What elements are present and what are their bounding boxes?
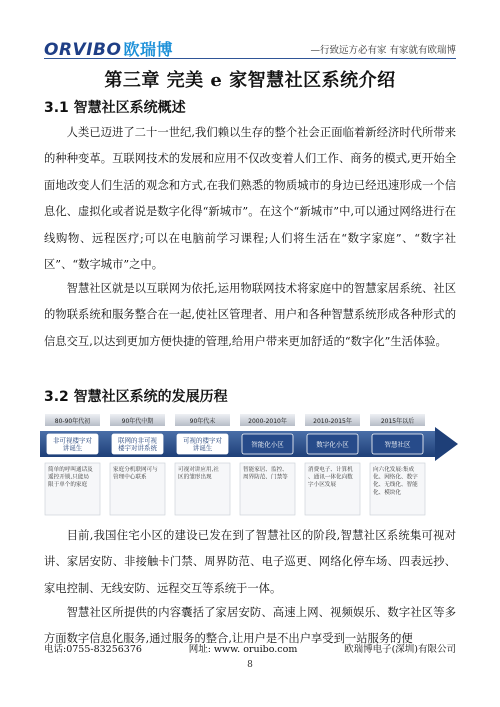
stage-description <box>110 463 165 515</box>
stage-label: 数字化小区 <box>316 440 349 449</box>
stage-label: 楼宇对讲系统 <box>118 444 157 453</box>
description-text: 可视对讲应用,社 <box>178 467 219 473</box>
description-text: 遥控开锁,只能局 <box>48 474 89 481</box>
description-text: 化、网络化、数字 <box>373 474 418 481</box>
description-text: 区的雏形出现 <box>178 474 212 481</box>
era-label: 90年代末 <box>189 418 216 425</box>
description-text: 向六化发展:集成 <box>373 467 415 473</box>
era-label: 80-90年代初 <box>54 418 91 425</box>
description-text: 简单的呼叫通话及 <box>48 467 93 473</box>
description-text: 智能家居、监控、 <box>243 467 288 473</box>
company-logo: ORVIBO 欧瑞博 <box>44 40 173 60</box>
description-text: 化、模块化 <box>373 489 401 496</box>
stage-description <box>370 463 425 515</box>
stage-label: 非可视楼宇对 <box>53 436 92 445</box>
stage-description <box>175 463 230 515</box>
section-heading-history: 3.2 智慧社区系统的发展历程 <box>44 389 228 405</box>
stage-label: 讲诞生 <box>62 444 83 453</box>
stage-label: 讲诞生 <box>192 444 213 453</box>
description-text: 周界防范、门禁等 <box>243 474 288 481</box>
stage-label: 智慧社区 <box>384 440 411 449</box>
stage-box <box>47 434 98 454</box>
stage-label: 联网的非可视 <box>118 436 157 445</box>
era-label: 90年代中期 <box>121 418 154 425</box>
stage-box <box>112 434 163 454</box>
stage-description <box>45 463 100 515</box>
description-text: 管理中心联系 <box>113 474 147 481</box>
stage-label: 可视的楼宇对 <box>183 436 222 445</box>
footer-website: 网址: www. oruibo.com <box>188 644 298 655</box>
section-heading-overview: 3.1 智慧社区系统概述 <box>44 100 186 116</box>
header-slogan: —行致远方必有家 有家就有欧瑞博 <box>310 45 456 56</box>
page-footer <box>44 641 456 655</box>
development-timeline-diagram <box>40 413 460 518</box>
paragraph-overview-2: 智慧社区就是以互联网为依托,运用物联网技术将家庭中的智慧家居系统、社区的物联系统和服务整合在一起,使社区管理者、用户和各种智慧系统形成各种形式的信息交互,以达到更加方便快捷的管理,给用户带来更加舒适的“数字化”生活体验。 <box>44 282 456 348</box>
paragraph-history-1: 目前,我国住宅小区的建设已发在到了智慧社区的阶段,智慧社区系统集可视对讲、家居安防、非接触卡门禁、周界防范、电子巡更、网络化停车场、四表远抄、家电控制、无线安防、远程交互等系统于一体。 <box>44 529 456 595</box>
era-label: 2010-2015年 <box>313 418 352 425</box>
stage-description <box>305 463 360 515</box>
paragraph-overview-1: 人类已迈进了二十一世纪,我们赖以生存的整个社会正面临着新经济时代所带来的种种变革。互联网技术的发展和应用不仅改变着人们工作、商务的模式,更开始全面地改变人们生活的观念和方式,在我们熟悉的物质城市的身边已经迅速形成一个信息化、虚拟化或者说是数字化得“新城市”。在这个“新城市”中,可以通过网络进行在线购物、远程医疗;可以在电脑前学习课程;人们将生活在“数字家庭”、“数字社区”、“数字城市”之中。 <box>44 126 456 272</box>
description-text: 化、无线化、智能 <box>373 482 418 489</box>
description-text: 限于单个的家庭 <box>48 482 88 489</box>
chapter-title: 第三章 完美 e 家智慧社区系统介绍 <box>104 70 396 91</box>
stage-box <box>242 434 293 454</box>
description-text: 家庭分机联网可与 <box>113 467 158 473</box>
paragraph-history-2: 智慧社区所提供的内容囊括了家居安防、高速上网、视频娱乐、数字社区等多方面数字信息化服务,通过服务的整合,让用户是不出户享受到一站服务的便 <box>44 606 456 646</box>
header-divider <box>44 58 456 59</box>
stage-box <box>372 434 423 454</box>
stage-box <box>307 434 358 454</box>
page-number: 8 <box>247 660 253 670</box>
timeline-arrowhead <box>435 427 458 461</box>
description-text: 消费电子、计算机 <box>308 467 353 473</box>
stage-label: 智能化小区 <box>251 440 284 449</box>
footer-phone: 电话:0755-83256376 <box>44 644 142 655</box>
era-label: 2015年以后 <box>380 418 415 425</box>
era-label: 2000-2010年 <box>248 418 287 425</box>
stage-box <box>177 434 228 454</box>
stage-description <box>240 463 295 515</box>
description-text: 字小区发展 <box>308 482 336 489</box>
footer-company: 欧瑞博电子(深圳)有限公司 <box>344 644 456 655</box>
description-text: 、通讯一体化向数 <box>308 474 353 481</box>
